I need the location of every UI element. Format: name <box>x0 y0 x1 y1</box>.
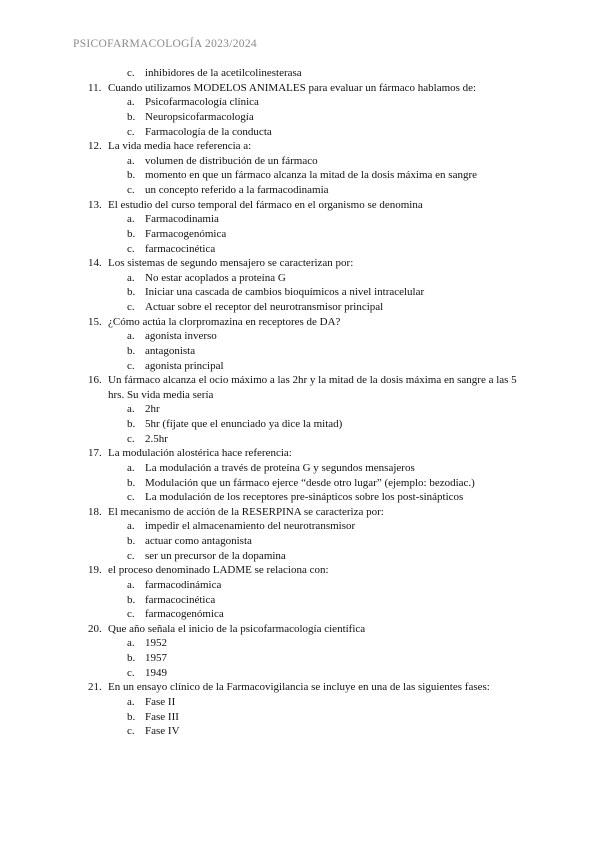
question-text: El mecanismo de acción de la RESERPINA se caracteriza por: <box>108 505 384 518</box>
option-item <box>0 578 600 593</box>
option-letter: c. <box>127 67 135 79</box>
option-item <box>0 66 600 81</box>
option-text: Modulación que un fármaco ejerce “desde otro lugar” (ejemplo: bezodiac.) <box>145 476 475 489</box>
option-letter: a. <box>127 520 135 533</box>
option-text: 1957 <box>145 652 167 664</box>
option-text: Psicofarmacología clínica <box>145 96 259 109</box>
option-item <box>0 549 600 564</box>
question-line <box>0 315 600 330</box>
option-text: farmacocinética <box>145 593 216 606</box>
option-letter: b. <box>127 344 136 357</box>
question-text: hrs. Su vida media sería <box>108 388 214 401</box>
option-text: Farmacodinamia <box>145 213 219 226</box>
option-item <box>0 593 600 608</box>
option-letter: b. <box>127 535 136 547</box>
option-letter: b. <box>127 110 136 123</box>
question-line <box>0 256 600 271</box>
option-text: volumen de distribución de un fármaco <box>145 154 318 167</box>
option-item <box>0 490 600 505</box>
option-item <box>0 534 600 549</box>
option-item <box>0 724 600 739</box>
question-text: La vida media hace referencia a: <box>108 140 252 153</box>
option-text: farmacogenómica <box>145 608 224 621</box>
question-number: 15. <box>88 315 102 328</box>
option-item <box>0 168 600 183</box>
question-number: 11. <box>88 81 102 94</box>
option-text: farmacodinámica <box>145 578 222 591</box>
option-item <box>0 242 600 257</box>
option-text: Fase III <box>145 710 179 723</box>
question-text: ¿Cómo actúa la clorpromazina en receptores de DA? <box>108 315 341 328</box>
option-item <box>0 125 600 140</box>
question-line <box>0 505 600 520</box>
page-header: PSICOFARMACOLOGÍA 2023/2024 <box>73 38 257 50</box>
option-letter: b. <box>127 710 136 723</box>
option-letter: c. <box>127 666 135 679</box>
question-number: 16. <box>88 374 102 387</box>
question-number: 13. <box>88 198 102 211</box>
option-item <box>0 519 600 534</box>
option-text: antagonista <box>145 344 196 357</box>
option-item <box>0 666 600 681</box>
question-line <box>0 680 600 695</box>
option-text: Fase II <box>145 695 176 708</box>
option-item <box>0 95 600 110</box>
option-item <box>0 417 600 432</box>
option-item <box>0 285 600 300</box>
option-letter: b. <box>127 227 136 240</box>
option-letter: c. <box>127 125 135 138</box>
option-letter: a. <box>127 330 135 343</box>
option-text: Neuropsicofarmacología <box>145 110 254 123</box>
question-line <box>0 198 600 213</box>
option-text: un concepto referido a la farmacodinamia <box>145 184 329 196</box>
option-text: momento en que un fármaco alcanza la mitad de la dosis máxima en sangre <box>145 169 478 182</box>
option-item <box>0 227 600 242</box>
question-text: Que año señala el inicio de la psicofarmacología científica <box>108 622 366 635</box>
option-letter: a. <box>127 213 135 226</box>
option-item <box>0 183 600 198</box>
question-number: 17. <box>88 447 102 460</box>
question-number: 14. <box>88 257 102 270</box>
option-letter: b. <box>127 652 136 664</box>
option-letter: b. <box>127 286 136 299</box>
option-letter: c. <box>127 491 135 504</box>
question-line <box>0 446 600 461</box>
option-letter: b. <box>127 593 136 606</box>
question-text: Cuando utilizamos MODELOS ANIMALES para evaluar un fármaco hablamos de: <box>108 81 477 94</box>
option-item <box>0 359 600 374</box>
option-letter: c. <box>127 549 135 562</box>
question-number: 19. <box>88 564 102 577</box>
option-letter: a. <box>127 96 135 109</box>
question-line <box>0 139 600 154</box>
option-item <box>0 329 600 344</box>
question-text: En un ensayo clínico de la Farmacovigilancia se incluye en una de las siguientes fases: <box>108 681 490 694</box>
option-text: Farmacología de la conducta <box>145 125 272 138</box>
option-text: 1952 <box>145 637 167 650</box>
question-number: 20. <box>88 622 102 635</box>
option-text: 2.5hr <box>145 432 168 445</box>
option-item <box>0 636 600 651</box>
option-text: impedir el almacenamiento del neurotransmisor <box>145 520 356 533</box>
question-text: Un fármaco alcanza el ocio máximo a las 2hr y la mitad de la dosis máxima en sangre a las 5 <box>108 374 517 387</box>
question-number: 18. <box>88 505 102 518</box>
option-text: 5hr (fíjate que el enunciado ya dice la mitad) <box>145 418 343 430</box>
question-line <box>0 81 600 96</box>
option-text: agonista principal <box>145 359 224 372</box>
option-item <box>0 344 600 359</box>
option-item <box>0 154 600 169</box>
option-text: agonista inverso <box>145 330 217 343</box>
option-letter: a. <box>127 271 135 284</box>
option-item <box>0 300 600 315</box>
option-text: ser un precursor de la dopamina <box>145 549 286 562</box>
option-letter: c. <box>127 608 135 621</box>
option-item <box>0 651 600 666</box>
option-letter: a. <box>127 403 135 416</box>
option-item <box>0 432 600 447</box>
option-item <box>0 695 600 710</box>
option-text: Farmacogenómica <box>145 227 227 240</box>
option-text: La modulación a través de proteína G y segundos mensajeros <box>145 461 415 474</box>
option-letter: c. <box>127 432 135 445</box>
option-letter: b. <box>127 418 136 430</box>
option-letter: c. <box>127 301 135 313</box>
option-text: Iniciar una cascada de cambios bioquímicos a nivel intracelular <box>145 286 425 299</box>
option-letter: b. <box>127 476 136 489</box>
option-letter: b. <box>127 169 136 182</box>
question-number: 12. <box>88 140 102 153</box>
option-text: La modulación de los receptores pre-sinápticos sobre los post-sinápticos <box>145 491 464 504</box>
option-letter: c. <box>127 184 135 196</box>
question-text: Los sistemas de segundo mensajero se caracterizan por: <box>108 257 354 270</box>
option-item <box>0 607 600 622</box>
option-letter: c. <box>127 725 135 738</box>
option-text: 1949 <box>145 666 167 679</box>
option-text: 2hr <box>145 403 160 416</box>
option-item <box>0 271 600 286</box>
option-letter: c. <box>127 242 135 255</box>
option-item <box>0 402 600 417</box>
option-letter: a. <box>127 461 135 474</box>
option-item <box>0 461 600 476</box>
option-letter: a. <box>127 637 135 650</box>
option-text: Fase IV <box>145 725 180 738</box>
option-text: actuar como antagonista <box>145 535 252 547</box>
question-number: 21. <box>88 681 102 694</box>
question-line <box>0 622 600 637</box>
option-item <box>0 710 600 725</box>
option-text: farmacocinética <box>145 242 216 255</box>
option-text: Actuar sobre el receptor del neurotransmisor principal <box>145 301 384 313</box>
option-item <box>0 476 600 491</box>
question-continuation <box>0 388 600 403</box>
option-text: inhibidores de la acetilcolinesterasa <box>145 67 302 79</box>
question-list <box>0 66 600 739</box>
question-line <box>0 563 600 578</box>
option-letter: a. <box>127 695 135 708</box>
option-text: No estar acoplados a proteína G <box>145 271 286 284</box>
option-letter: a. <box>127 578 135 591</box>
question-text: La modulación alostérica hace referencia: <box>108 447 292 460</box>
option-item <box>0 212 600 227</box>
question-line <box>0 373 600 388</box>
option-item <box>0 110 600 125</box>
option-letter: a. <box>127 154 135 167</box>
question-text: El estudio del curso temporal del fármaco en el organismo se denomina <box>108 198 423 211</box>
option-letter: c. <box>127 359 135 372</box>
question-text: el proceso denominado LADME se relaciona con: <box>108 564 329 577</box>
